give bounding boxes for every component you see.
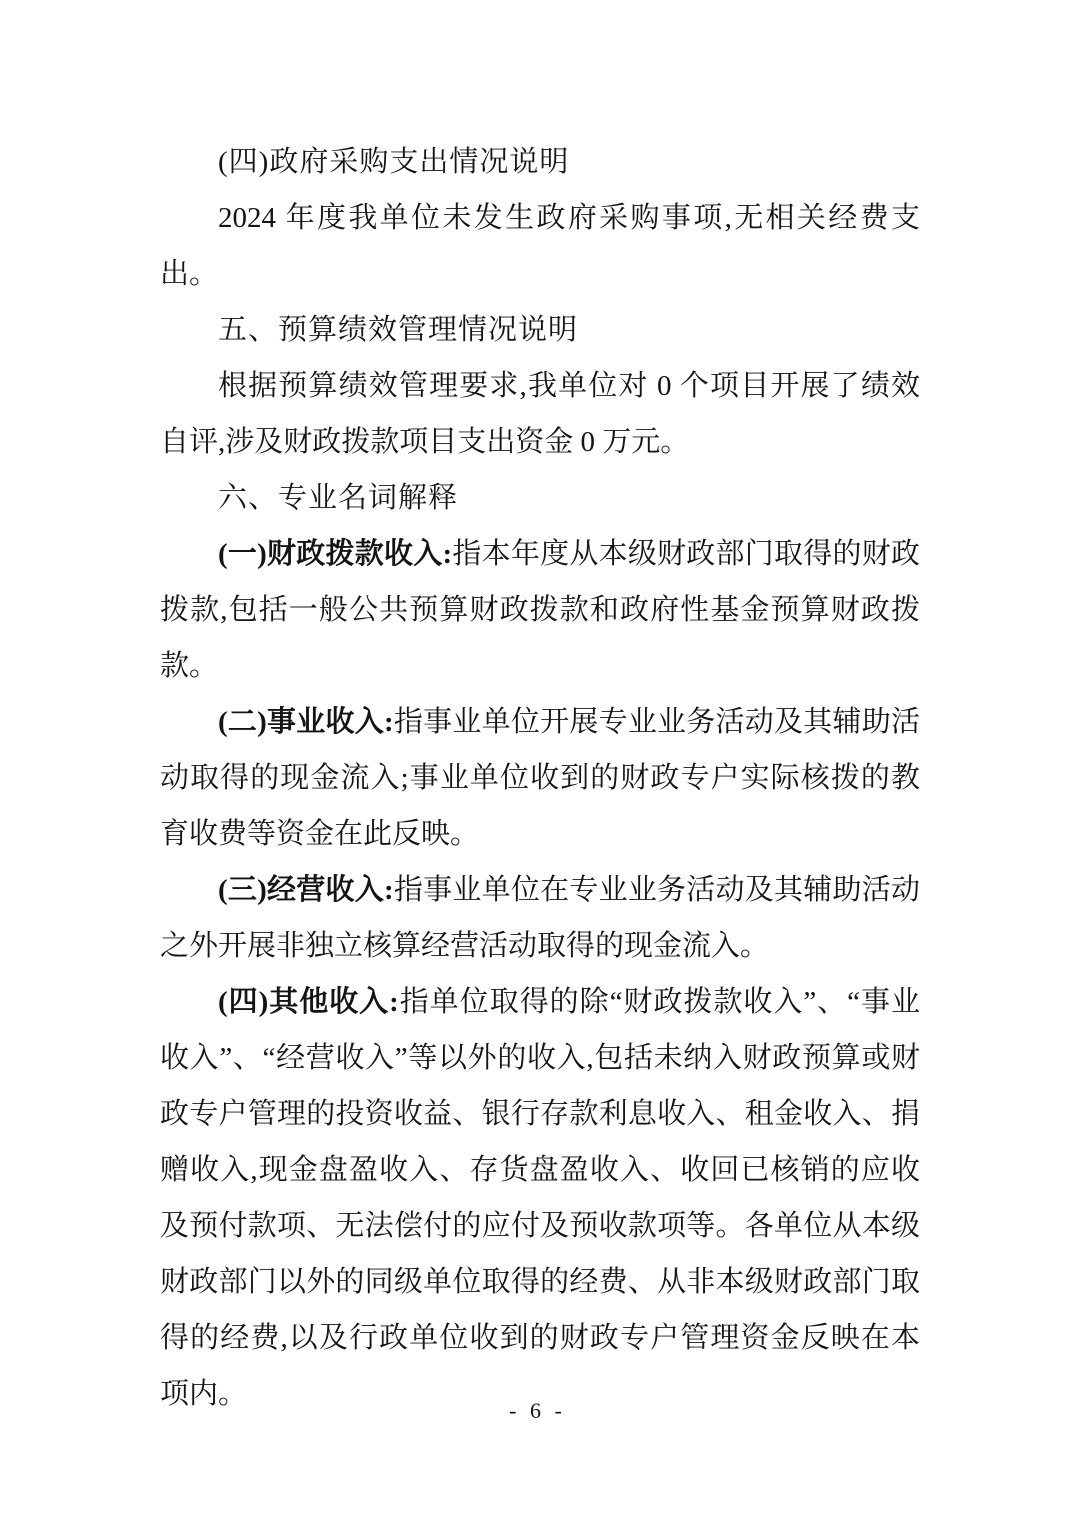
- paragraph-budget-performance: 根据预算绩效管理要求,我单位对 0 个项目开展了绩效自评,涉及财政拨款项目支出资金 0 万元。: [160, 370, 920, 458]
- page-number: - 6 -: [509, 1398, 566, 1423]
- paragraph-term-fiscal-appropriation-income: [160, 526, 920, 694]
- term-lead-operating-unit-income: (二)事业收入:: [218, 706, 394, 738]
- subsection-heading-government-procurement: (四)政府采购支出情况说明: [218, 146, 570, 178]
- paragraph-term-other-income: [160, 974, 920, 1422]
- page-footer: [0, 1396, 1075, 1426]
- document-body: [160, 134, 920, 1422]
- paragraph-government-procurement: 2024 年度我单位未发生政府采购事项,无相关经费支出。: [160, 202, 920, 290]
- term-text-other-income: 指单位取得的除“财政拨款收入”、“事业收入”、“经营收入”等以外的收入,包括未纳入财政预算或财政专户管理的投资收益、银行存款利息收入、租金收入、捐赠收入,现金盘盈收入、存货盘盈收入、收回已核销的应收及预付款项、无法偿付的应付及预收款项等。各单位从本级财政部门以外的同级单位取得的经费、从非本级财政部门取得的经费,以及行政单位收到的财政专户管理资金反映在本项内。: [160, 986, 920, 1410]
- paragraph-term-business-income: [160, 862, 920, 974]
- term-lead-business-income: (三)经营收入:: [218, 874, 394, 906]
- paragraph-term-operating-unit-income: [160, 694, 920, 862]
- term-lead-other-income: (四)其他收入:: [218, 986, 399, 1018]
- section-heading-terminology: 六、专业名词解释: [218, 482, 459, 514]
- term-text-operating-unit-income: 指事业单位开展专业业务活动及其辅助活动取得的现金流入;事业单位收到的财政专户实际核拨的教育收费等资金在此反映。: [160, 706, 920, 850]
- term-lead-fiscal-appropriation-income: (一)财政拨款收入:: [218, 538, 453, 570]
- section-heading-budget-performance: 五、预算绩效管理情况说明: [218, 314, 579, 346]
- term-text-fiscal-appropriation-income: 指本年度从本级财政部门取得的财政拨款,包括一般公共预算财政拨款和政府性基金预算财政拨款。: [160, 538, 920, 682]
- term-text-business-income: 指事业单位在专业业务活动及其辅助活动之外开展非独立核算经营活动取得的现金流入。: [160, 874, 920, 962]
